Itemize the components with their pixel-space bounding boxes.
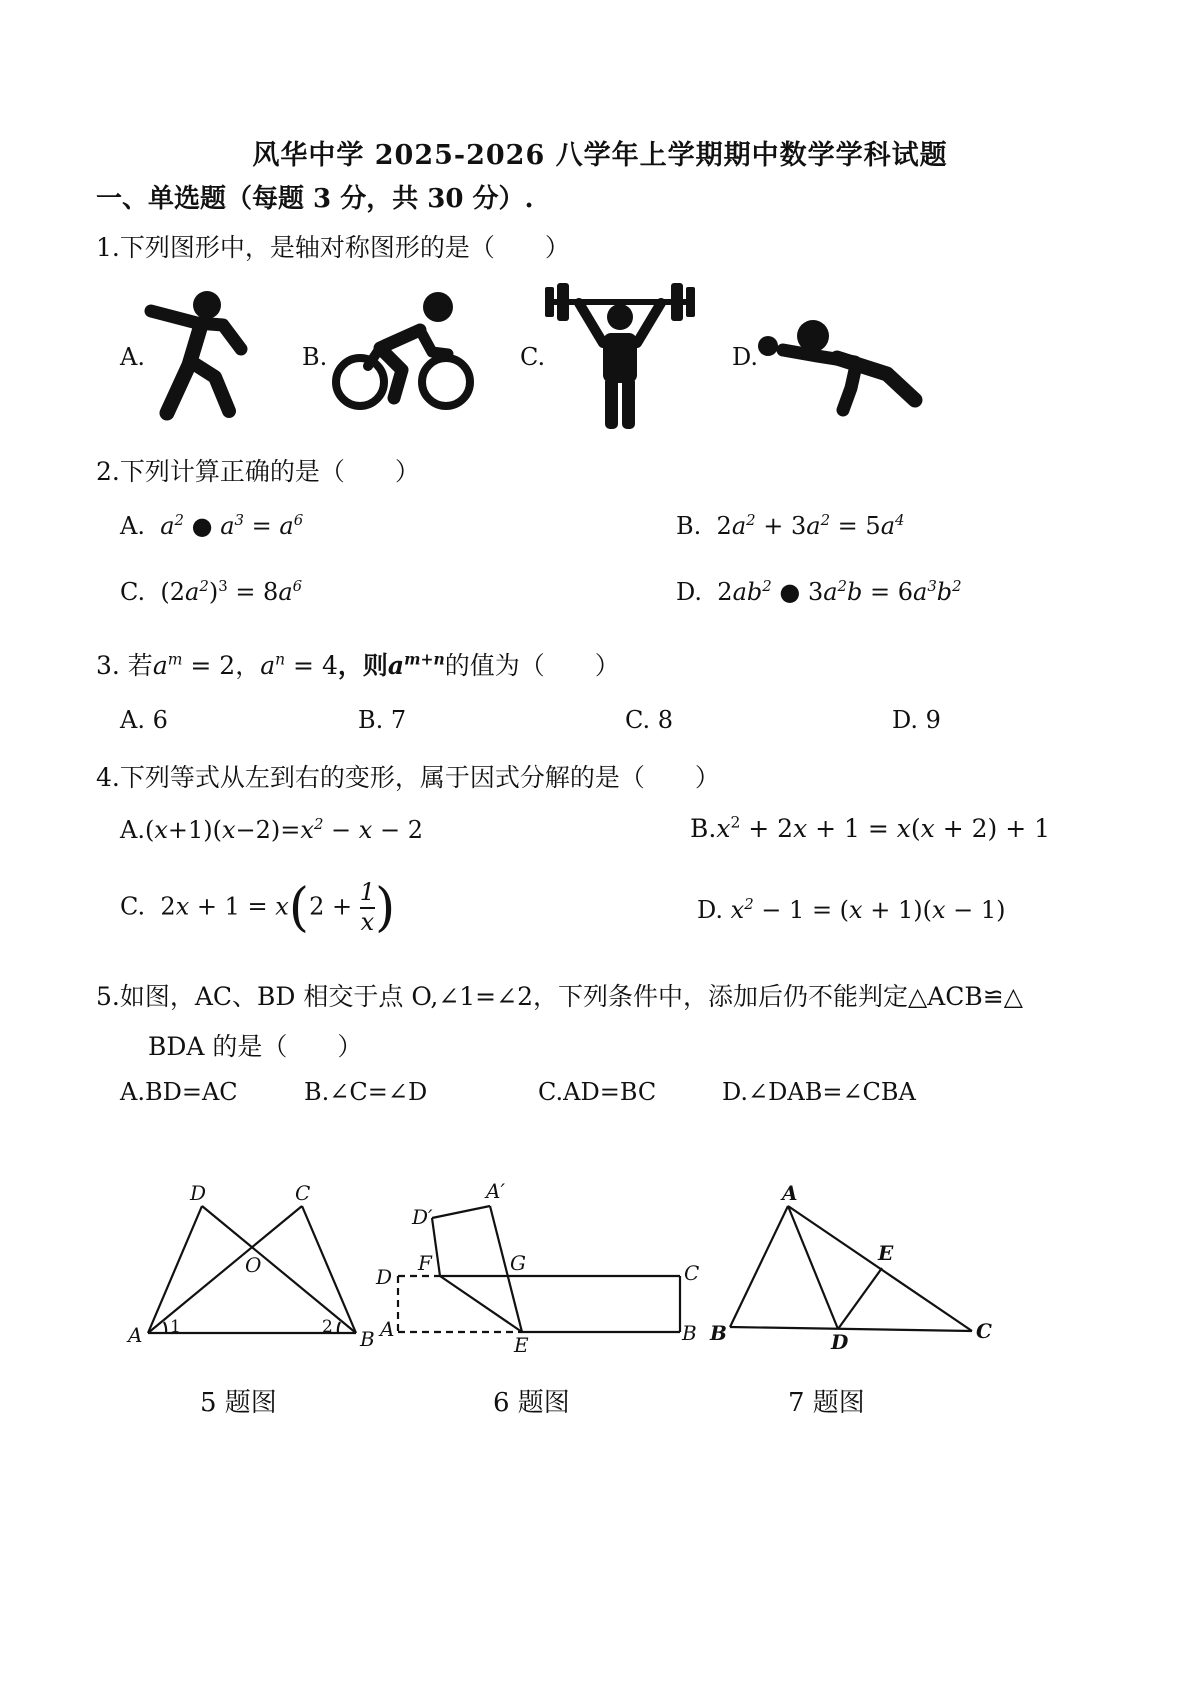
fig7-label-c: C	[976, 1319, 992, 1343]
q1-option-d-label: D.	[732, 343, 759, 371]
figure-7	[700, 1170, 1000, 1360]
fig6-label-b: B	[682, 1321, 697, 1345]
question-2-stem: 2.下列计算正确的是（ ）	[96, 457, 420, 486]
figure-6	[370, 1170, 710, 1360]
fig7-label-e: E	[878, 1241, 894, 1265]
page-title: 风华中学 2025-2026 八学年上学期期中数学学科试题	[252, 140, 948, 171]
q3-option-d: D. 9	[892, 706, 941, 734]
q4-option-d: D. $x^2 - 1 = (x + 1)(x - 1)$	[697, 895, 1006, 924]
q2-option-a: A. $a^2$ ● $a^3 = a^6$	[120, 511, 304, 540]
fig6-label-a-prime: A′	[486, 1179, 505, 1203]
q3-option-b: B. 7	[358, 706, 407, 734]
q2-option-c: C. $(2a^2)^3 = 8a^6$	[120, 577, 303, 606]
q1-option-b-label: B.	[302, 343, 328, 371]
q2-option-b: B. $2a^2 + 3a^2 = 5a^4$	[676, 511, 905, 540]
fig6-label-a: A	[380, 1317, 395, 1341]
q3-option-c: C. 8	[625, 706, 674, 734]
question-3-stem: 3. 若$a^m = 2$，$a^n = 4$，则$a^{m+n}$的值为（ ）	[96, 649, 620, 680]
fig6-label-d-prime: D′	[412, 1205, 433, 1229]
q4-option-b: $B.x^2 + 2x + 1 = x(x + 2) + 1$	[690, 813, 1050, 843]
fig5-label-c: C	[295, 1181, 311, 1205]
q4-option-c: C. 2x + 1 = x(2 + $\frac{1}{x}$ )	[120, 878, 396, 938]
q4-option-a: $A.(x+1)(x-2)=x^2 - x - 2$	[120, 815, 423, 844]
q1-option-a-label: A.	[120, 343, 145, 371]
question-4-stem: 4.下列等式从左到右的变形，属于因式分解的是（ ）	[96, 763, 720, 792]
fig7-label-a: A	[782, 1181, 798, 1205]
fig5-label-angle2: 2	[322, 1317, 333, 1337]
fig6-label-e: E	[514, 1333, 529, 1357]
q5-option-a: A.BD=AC	[120, 1078, 238, 1106]
question-5-stem-line2: BDA 的是（ ）	[148, 1032, 363, 1061]
q1-option-c-label: C.	[520, 343, 546, 371]
figure-6-caption: 6 题图	[493, 1388, 570, 1418]
question-1-stem: 1.下列图形中，是轴对称图形的是（ ）	[96, 233, 570, 262]
figure-7-caption: 7 题图	[788, 1388, 865, 1418]
q5-option-c: C.AD=BC	[538, 1078, 657, 1106]
fig7-label-b: B	[710, 1321, 727, 1345]
weightlifter-icon	[545, 283, 695, 431]
fig6-label-d: D	[376, 1265, 393, 1289]
fig6-label-c: C	[684, 1261, 700, 1285]
fig7-label-d: D	[831, 1330, 849, 1354]
cyclist-icon	[328, 290, 478, 415]
figure-5	[120, 1170, 393, 1360]
table-tennis-player-icon	[755, 318, 925, 413]
section-heading: 一、单选题（每题 3 分，共 30 分）.	[96, 184, 534, 214]
fig5-label-angle1: 1	[170, 1317, 181, 1337]
fig5-label-o: O	[245, 1253, 262, 1277]
q5-option-d: D.∠DAB=∠CBA	[722, 1078, 916, 1106]
fig6-label-g: G	[510, 1251, 526, 1275]
q5-option-b: B.∠C=∠D	[304, 1078, 428, 1106]
fig5-label-d: D	[190, 1181, 207, 1205]
fig6-label-f: F	[418, 1251, 432, 1275]
q3-option-a: A. 6	[120, 706, 168, 734]
question-5-stem-line1: 5.如图，AC、BD 相交于点 O,∠1=∠2，下列条件中，添加后仍不能判定△ACB≌△	[96, 982, 1023, 1011]
fig5-label-a: A	[128, 1323, 143, 1347]
runner-icon	[145, 285, 255, 425]
q2-option-d: D. $2ab^2$ ● $3a^2b = 6a^3b^2$	[676, 577, 962, 606]
figure-5-caption: 5 题图	[200, 1388, 277, 1418]
fig5-label-b: B	[360, 1327, 375, 1351]
